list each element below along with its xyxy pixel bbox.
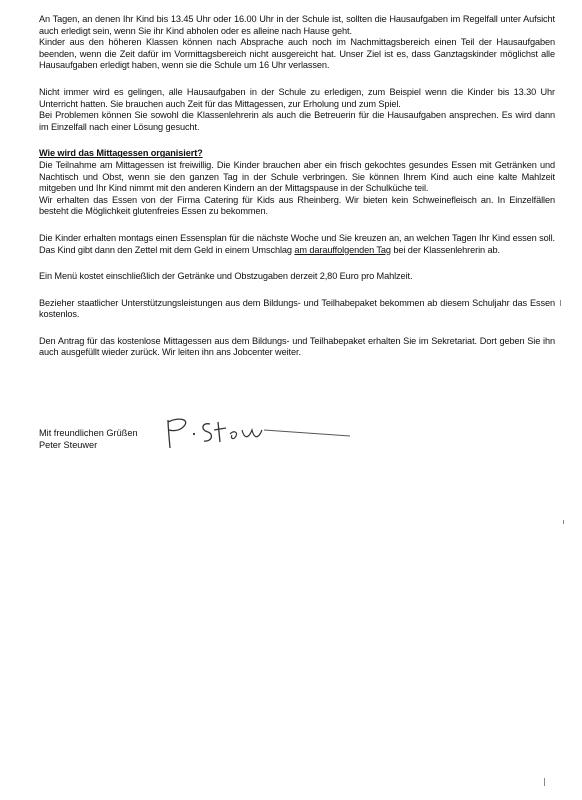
scan-artifact <box>560 300 561 306</box>
menu-plan-paragraph <box>39 233 555 256</box>
signature-image <box>160 414 360 454</box>
homework-text-2: Kinder aus den höheren Klassen können nach Absprache auch noch im Nachmittagsbereich einen Teil der Hausaufgaben beenden, wenn die Zeit dafür im Vormittagsbereich nicht ausgereicht hat. Unser Ziel ist es, dass Ganztagskinder möglichst alle Hausaufgaben erledigt haben, wenn sie die Schule um 16 Uhr verlassen. <box>39 37 555 71</box>
menu-plan-text-after: bei der Klassenlehrerin ab. <box>390 244 500 255</box>
homework-limits-text-2: Bei Problemen können Sie sowohl die Klassenlehrerin als auch die Betreuerin für die Hausaufgaben ansprechen. Es wird dann im Einzelfall nach einer Lösung gesucht. <box>39 110 555 132</box>
closing-name: Peter Steuwer <box>39 439 98 450</box>
homework-limits-text-1: Nicht immer wird es gelingen, alle Hausaufgaben in der Schule zu erledigen, zum Beispiel wenn die Kinder bis 13.30 Uhr Unterricht hatten. Sie brauchen auch Zeit für das Mittagessen, zur Erholung und zum Spiel. <box>39 86 555 109</box>
closing-greeting: Mit freundlichen Grüßen <box>39 428 138 438</box>
application-paragraph: Den Antrag für das kostenlose Mittagessen aus dem Bildungs- und Teilhabepaket erhalten Sie im Sekretariat. Dort geben Sie ihn auch ausgefüllt wieder zurück. Wir leiten ihn ans Jobcenter weiter. <box>39 335 555 358</box>
homework-limits-paragraph <box>39 87 555 133</box>
closing-block <box>39 428 138 451</box>
homework-paragraph <box>39 14 555 72</box>
scan-artifact <box>544 778 545 786</box>
support-paragraph: Bezieher staatlicher Unterstützungsleistungen aus dem Bildungs- und Teilhabepaket bekommen ab diesem Schuljahr das Essen kostenlos. <box>39 297 555 320</box>
lunch-text-2: Wir erhalten das Essen von der Firma Catering für Kids aus Rheinberg. Wir bieten kein Schweinefleisch an. In Einzelfällen besteht die Möglichkeit glutenfreies Essen zu bekommen. <box>39 194 555 217</box>
price-paragraph: Ein Menü kostet einschließlich der Getränke und Obstzugaben derzeit 2,80 Euro pro Mahlzeit. <box>39 271 413 282</box>
homework-text-1: An Tagen, an denen Ihr Kind bis 13.45 Uhr oder 16.00 Uhr in der Schule ist, sollten die Hausaufgaben im Regelfall unter Aufsicht auch erledigt sein, wenn Sie ihr Kind abholen oder es alleine nach Hause geht. <box>39 14 555 36</box>
lunch-heading: Wie wird das Mittagessen organisiert? <box>39 148 203 159</box>
menu-plan-text-underlined: am darauffolgenden Tag <box>294 244 391 255</box>
lunch-text-1: Die Teilnahme am Mittagessen ist freiwillig. Die Kinder brauchen aber ein frisch gekochtes gesundes Essen mit Getränken und Nachtisch und Obst, wenn sie den ganzen Tag in der Schule verbringen. Sie können Ihrem Kind auch eine kalte Mahlzeit mitgeben und Ihr Kind nimmt mit den anderen Kindern an der Mittagspause in der Schulküche teil. <box>39 159 555 194</box>
letter-body <box>39 14 555 374</box>
lunch-paragraph <box>39 160 555 218</box>
scan-artifact <box>563 520 564 524</box>
menu-plan-text-before: Die Kinder erhalten montags einen Essensplan für die nächste Woche und Sie kreuzen an, an welchen Tagen Ihr Kind essen soll. Das Kind gibt dann den Zettel mit dem Geld in einem Umschlag <box>39 232 555 255</box>
